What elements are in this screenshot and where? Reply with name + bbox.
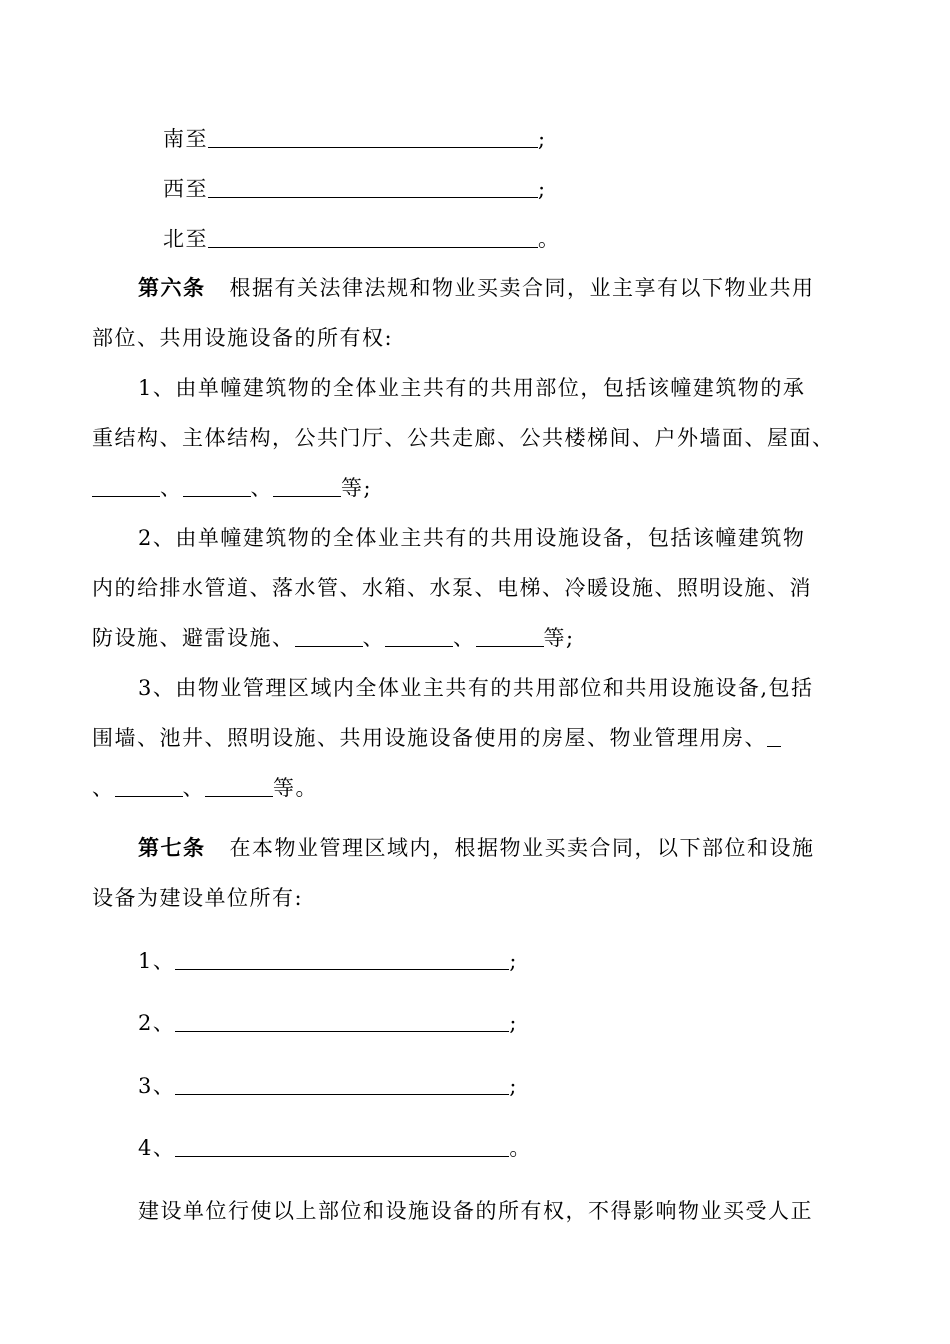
article6-item1-line2 [92, 423, 835, 453]
item-number: 3、 [138, 1074, 176, 1098]
article6-item2-text-end: 防设施、避雷设施、 [92, 626, 295, 650]
separator: 、 [182, 776, 205, 800]
article7-item-3 [138, 1071, 518, 1101]
article6-line1 [138, 273, 815, 303]
item-number: 1、 [138, 949, 176, 973]
article6-item3-line3 [92, 773, 318, 803]
article6-item3-text: 3、由物业管理区域内全体业主共有的共用部位和共用设施设备,包括 [138, 676, 814, 700]
article6-item3-line1 [138, 673, 814, 703]
article6-item2-text-cont: 内的给排水管道、落水管、水箱、水泵、电梯、冷暖设施、照明设施、消 [92, 576, 812, 600]
article6-item1-text: 1、由单幢建筑物的全体业主共有的共用部位，包括该幢建筑物的承 [138, 376, 806, 400]
blank-field[interactable] [175, 1011, 509, 1032]
blank-field[interactable] [183, 476, 251, 497]
etc-text: 等; [543, 626, 575, 650]
separator: 、 [250, 476, 273, 500]
separator: 、 [160, 476, 183, 500]
blank-field[interactable] [175, 1074, 509, 1095]
article7-line2 [92, 883, 303, 913]
blank-field[interactable] [208, 227, 538, 248]
punctuation: ; [509, 1074, 518, 1098]
boundary-south-line [163, 124, 547, 154]
article7-item-1 [138, 946, 518, 976]
boundary-west-line [163, 174, 547, 204]
item-number: 4、 [138, 1136, 176, 1160]
blank-field[interactable] [115, 776, 183, 797]
article7-intro-cont: 设备为建设单位所有: [92, 886, 304, 910]
blank-field[interactable] [205, 776, 273, 797]
separator: 、 [453, 626, 476, 650]
article6-item2-text: 2、由单幢建筑物的全体业主共有的共用设施设备，包括该幢建筑物 [138, 526, 806, 550]
boundary-south-label: 南至 [163, 127, 208, 151]
article6-intro-cont: 部位、共用设施设备的所有权: [92, 326, 394, 350]
punctuation: ; [538, 177, 547, 201]
article6-item1-line3 [92, 473, 372, 503]
blank-field[interactable] [385, 626, 453, 647]
boundary-north-line [163, 224, 561, 254]
etc-text: 等。 [273, 776, 318, 800]
blank-field[interactable] [295, 626, 363, 647]
article6-item3-line2 [92, 723, 781, 753]
punctuation: 。 [509, 1136, 532, 1160]
article6-item1-line1 [138, 373, 805, 403]
blank-field[interactable] [175, 1136, 509, 1157]
article7-heading: 第七条 [138, 835, 206, 860]
article6-intro: 根据有关法律法规和物业买卖合同，业主享有以下物业共用 [229, 276, 815, 300]
blank-field[interactable] [208, 127, 538, 148]
separator: 、 [362, 626, 385, 650]
article7-closing-line1 [138, 1196, 813, 1226]
article6-item2-line2 [92, 573, 812, 603]
separator: 、 [92, 776, 115, 800]
blank-field[interactable] [92, 476, 160, 497]
boundary-north-label: 北至 [163, 227, 208, 251]
blank-field[interactable] [273, 476, 341, 497]
article6-item1-text-cont: 重结构、主体结构，公共门厅、公共走廊、公共楼梯间、户外墙面、屋面、 [92, 426, 835, 450]
blank-field[interactable] [767, 726, 781, 747]
article6-item2-line3 [92, 623, 575, 653]
article7-line1 [138, 833, 815, 863]
punctuation: ; [509, 1011, 518, 1035]
punctuation: ; [538, 127, 547, 151]
blank-field[interactable] [208, 177, 538, 198]
article7-item-4 [138, 1133, 532, 1163]
article6-line2 [92, 323, 393, 353]
article6-heading: 第六条 [138, 275, 206, 300]
boundary-west-label: 西至 [163, 177, 208, 201]
blank-field[interactable] [476, 626, 544, 647]
punctuation: 。 [538, 227, 561, 251]
blank-field[interactable] [175, 949, 509, 970]
article7-item-2 [138, 1008, 518, 1038]
article7-closing-text: 建设单位行使以上部位和设施设备的所有权，不得影响物业买受人正 [138, 1199, 813, 1223]
etc-text: 等; [341, 476, 373, 500]
article7-intro: 在本物业管理区域内，根据物业买卖合同，以下部位和设施 [229, 836, 815, 860]
article6-item3-text-cont: 围墙、池井、照明设施、共用设施设备使用的房屋、物业管理用房、 [92, 726, 767, 750]
punctuation: ; [509, 949, 518, 973]
article6-item2-line1 [138, 523, 805, 553]
item-number: 2、 [138, 1011, 176, 1035]
